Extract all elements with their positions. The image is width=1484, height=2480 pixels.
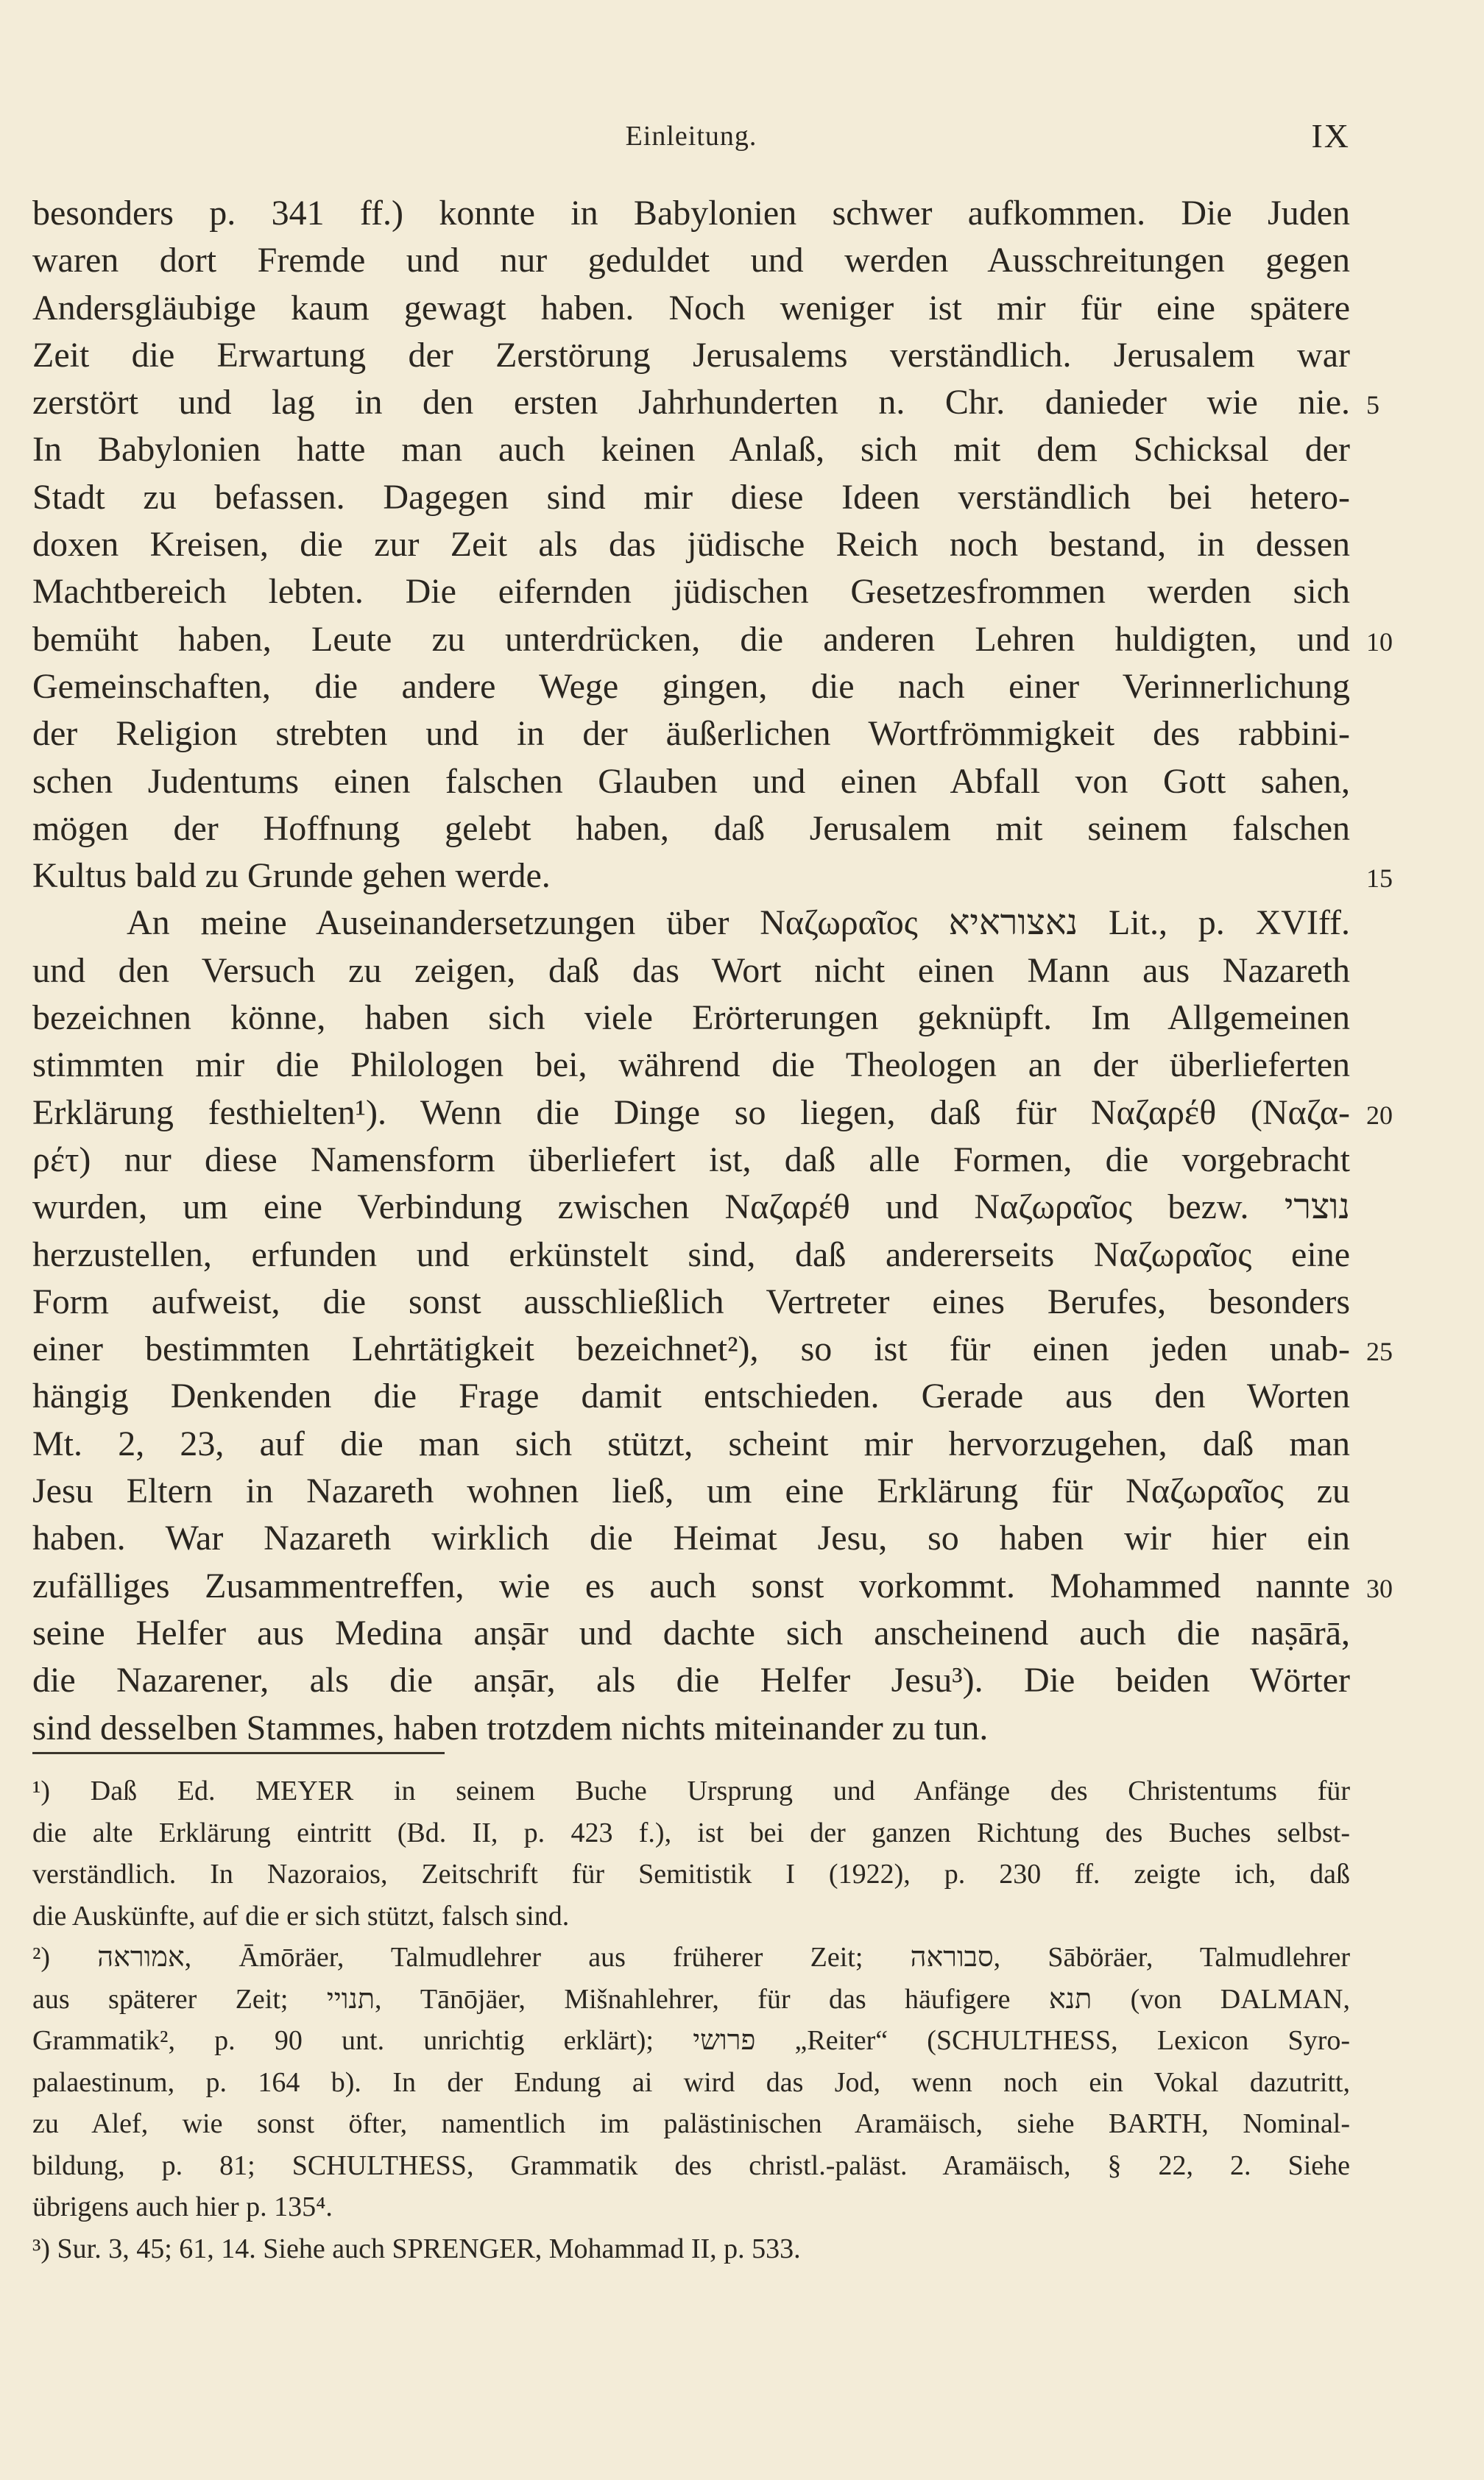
body-text <box>32 190 1393 1752</box>
text-line: bezeichnen könne, haben sich viele Erörterungen geknüpft. Im Allgemeinen <box>32 998 1350 1038</box>
text-line: haben. War Nazareth wirklich die Heimat Jesu, so haben wir hier ein <box>32 1519 1350 1558</box>
footnote-line: aus späterer Zeit; תנויי, Tānōjäer, Mišnahlehrer, für das häufigere תנא (von DALMAN, <box>32 1983 1350 2015</box>
text-line: Machtbereich lebten. Die eifernden jüdischen Gesetzesfrommen werden sich <box>32 572 1350 612</box>
text-line: Kultus bald zu Grunde gehen werde. 15 <box>32 852 1350 900</box>
footnote-line: übrigens auch hier p. 135⁴. <box>32 2191 333 2222</box>
text-line: doxen Kreisen, die zur Zeit als das jüdische Reich noch bestand, in dessen <box>32 525 1350 565</box>
line-number: 15 <box>1366 863 1393 894</box>
text-line: die Nazarener, als die anṣār, als die Helfer Jesu³). Die beiden Wörter <box>32 1661 1350 1700</box>
text-line: Stadt zu befassen. Dagegen sind mir diese Ideen verständlich bei hetero- <box>32 477 1350 517</box>
text-line: Andersgläubige kaum gewagt haben. Noch weniger ist mir für eine spätere <box>32 288 1350 328</box>
text-line: Mt. 2, 23, auf die man sich stützt, scheint mir hervorzugehen, daß man <box>32 1424 1350 1463</box>
line-number: 5 <box>1366 390 1379 420</box>
text-line: Gemeinschaften, die andere Wege gingen, die nach einer Verinnerlichung <box>32 666 1350 706</box>
footnote-line: Grammatik², p. 90 unt. unrichtig erklärt); פרושי „Reiter“ (SCHULTHESS, Lexicon Syro- <box>32 2025 1350 2056</box>
running-head <box>32 114 1350 158</box>
footnote-line: ³) Sur. 3, 45; 61, 14. Siehe auch SPRENGER, Mohammad II, p. 533. <box>32 2233 801 2264</box>
footnote-rule <box>32 1752 445 1754</box>
footnote-line: die Auskünfte, auf die er sich stützt, falsch sind. <box>32 1900 570 1932</box>
footnote-line: verständlich. In Nazoraios, Zeitschrift für Semitistik I (1922), p. 230 ff. zeigte ich, daß <box>32 1859 1350 1890</box>
line-number: 20 <box>1366 1100 1393 1130</box>
text-line: bemüht haben, Leute zu unterdrücken, die anderen Lehren huldigten, und 10 <box>32 616 1350 663</box>
text-line: Erklärung festhielten¹). Wenn die Dinge so liegen, daß für Ναζαρέθ (Ναζα- 20 <box>32 1089 1350 1137</box>
text-line: hängig Denkenden die Frage damit entschieden. Gerade aus den Worten <box>32 1377 1350 1416</box>
text-line: Form aufweist, die sonst ausschließlich Vertreter eines Berufes, besonders <box>32 1282 1350 1321</box>
text-line: zufälliges Zusammentreffen, wie es auch sonst vorkommt. Mohammed nannte 30 <box>32 1563 1350 1610</box>
line-number: 10 <box>1366 626 1393 657</box>
text-line: ρέτ) nur diese Namensform überliefert ist, daß alle Formen, die vorgebracht <box>32 1140 1350 1179</box>
footnote-line: bildung, p. 81; SCHULTHESS, Grammatik des christl.-paläst. Aramäisch, § 22, 2. Siehe <box>32 2149 1350 2181</box>
text-line: einer bestimmten Lehrtätigkeit bezeichnet²), so ist für einen jeden unab- 25 <box>32 1326 1350 1373</box>
text-line: An meine Auseinandersetzungen über Ναζωραῖος נאצוראיא Lit., p. XVIff. <box>127 903 1350 943</box>
text-line: mögen der Hoffnung gelebt haben, daß Jerusalem mit seinem falschen <box>32 808 1350 848</box>
footnote-line: ¹) Daß Ed. MEYER in seinem Buche Ursprung und Anfänge des Christentums für <box>32 1776 1350 1806</box>
text-line: wurden, um eine Verbindung zwischen Ναζαρέθ und Ναζωραῖος bezw. נוצרי <box>32 1187 1350 1227</box>
text-line: stimmten mir die Philologen bei, während die Theologen an der überlieferten <box>32 1045 1350 1085</box>
line-number: 30 <box>1366 1573 1393 1603</box>
footnote-line: ²) אמוראה, Āmōräer, Talmudlehrer aus früherer Zeit; סבוראה, Sāböräer, Talmudlehrer <box>32 1942 1350 1973</box>
line-number: 25 <box>1366 1337 1393 1367</box>
text-line: schen Judentums einen falschen Glauben und einen Abfall von Gott sahen, <box>32 761 1350 801</box>
page-number: IX <box>1311 117 1350 155</box>
footnote-line: die alte Erklärung eintritt (Bd. II, p. 423 f.), ist bei der ganzen Richtung des Buches selbst- <box>32 1817 1350 1848</box>
text-line: Zeit die Erwartung der Zerstörung Jerusalems verständlich. Jerusalem war <box>32 335 1350 375</box>
text-line: waren dort Fremde und nur geduldet und werden Ausschreitungen gegen <box>32 241 1350 280</box>
text-line: seine Helfer aus Medina anṣār und dachte sich anscheinend auch die naṣārā, <box>32 1613 1350 1653</box>
text-line: In Babylonien hatte man auch keinen Anlaß, sich mit dem Schicksal der <box>32 430 1350 470</box>
footnotes <box>32 1770 1350 2269</box>
text-line: sind desselben Stammes, haben trotzdem nichts miteinander zu tun. <box>32 1708 989 1748</box>
text-line: Jesu Eltern in Nazareth wohnen ließ, um eine Erklärung für Ναζωραῖος zu <box>32 1472 1350 1511</box>
footnote-line: zu Alef, wie sonst öfter, namentlich im palästinischen Aramäisch, siehe BARTH, Nominal- <box>32 2108 1350 2139</box>
footnote-line: palaestinum, p. 164 b). In der Endung ai wird das Jod, wenn noch ein Vokal dazutritt, <box>32 2066 1350 2098</box>
running-title: Einleitung. <box>625 121 757 152</box>
text-line: zerstört und lag in den ersten Jahrhunderten n. Chr. danieder wie nie. 5 <box>32 379 1350 426</box>
text-line: herzustellen, erfunden und erkünstelt sind, daß andererseits Ναζωραῖος eine <box>32 1234 1350 1274</box>
text-line: besonders p. 341 ff.) konnte in Babylonien schwer aufkommen. Die Juden <box>32 194 1350 233</box>
text-line: und den Versuch zu zeigen, daß das Wort nicht einen Mann aus Nazareth <box>32 950 1350 990</box>
text-line: der Religion strebten und in der äußerlichen Wortfrömmigkeit des rabbini- <box>32 714 1350 754</box>
